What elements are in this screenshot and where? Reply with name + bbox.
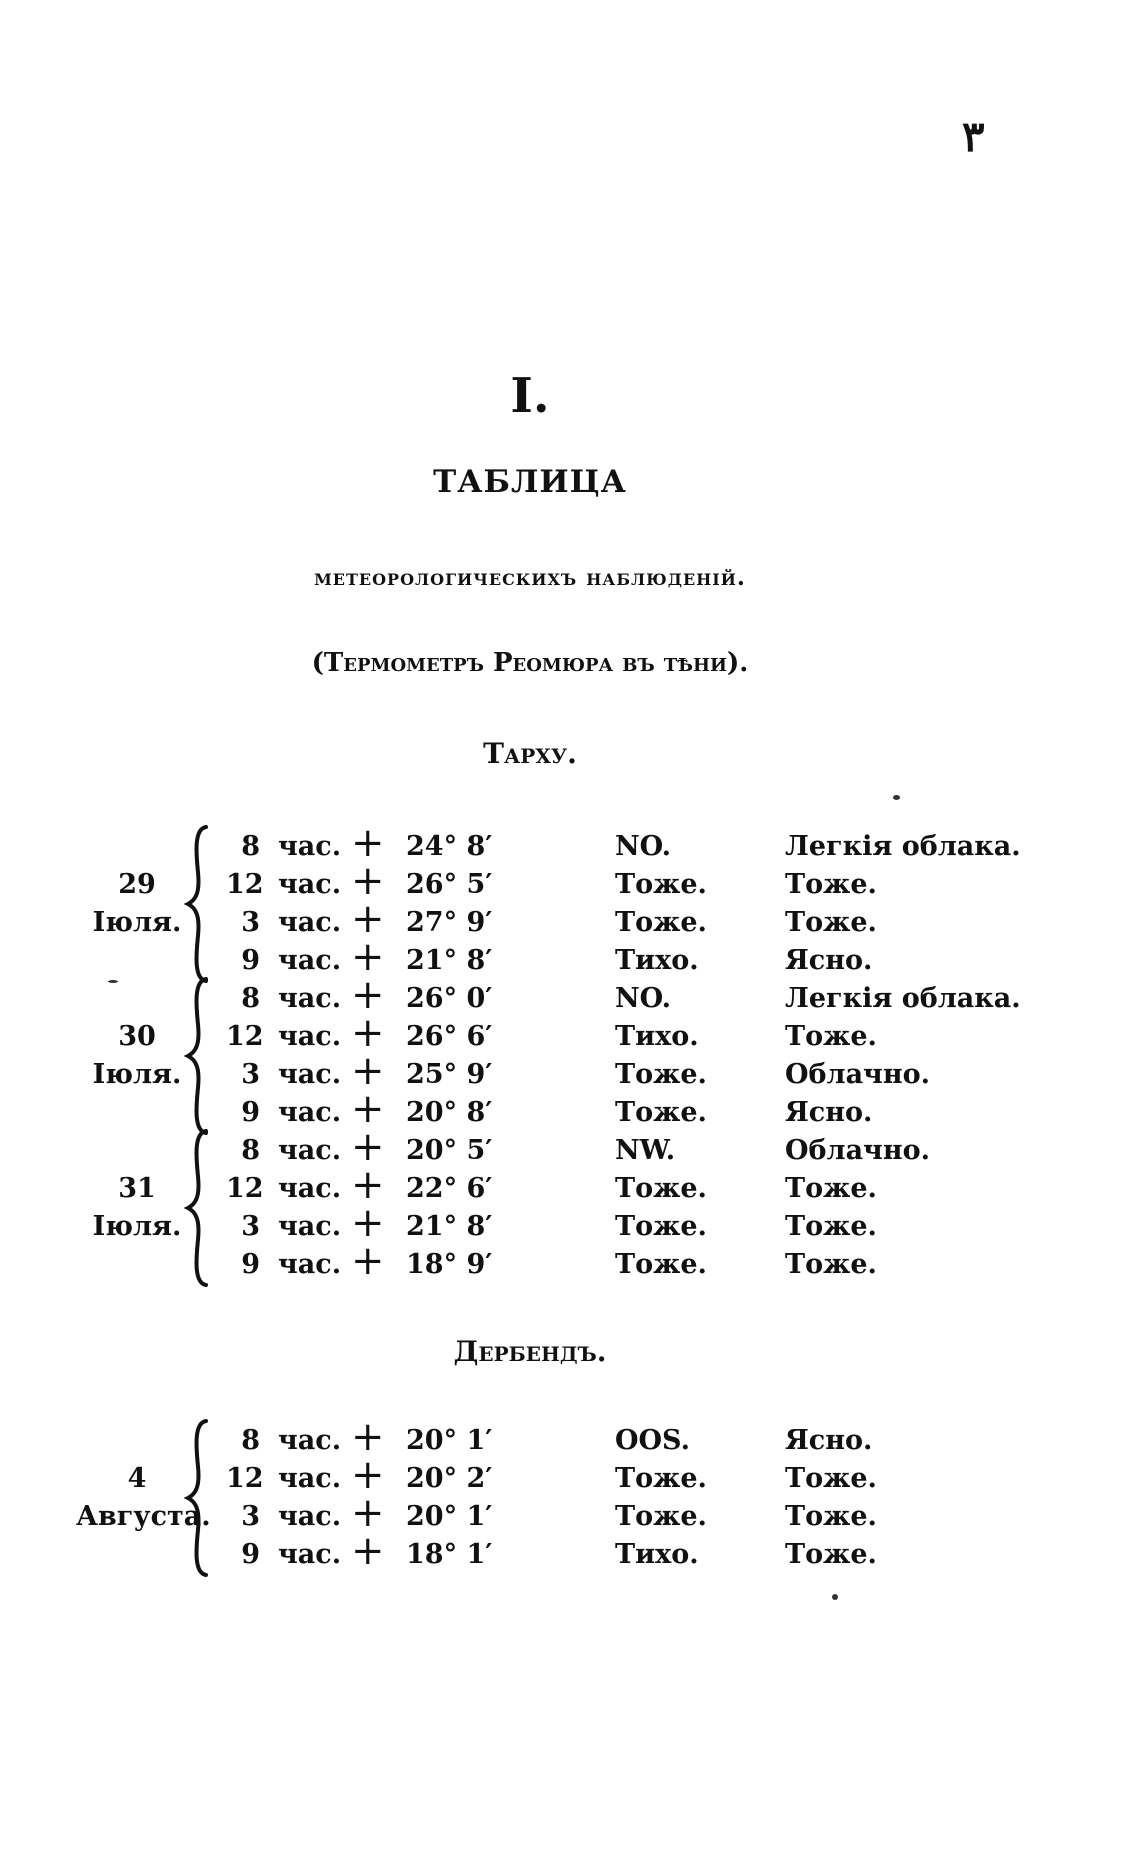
cell-hour: 3 bbox=[241, 1211, 260, 1242]
table-row bbox=[0, 1048, 1140, 1094]
cell-plus: + bbox=[351, 1452, 385, 1498]
cell-plus: + bbox=[351, 972, 385, 1018]
cell-sky: Легкія облака. bbox=[785, 831, 1021, 862]
cell-plus: + bbox=[351, 896, 385, 942]
cell-hour: 12 bbox=[226, 869, 264, 900]
cell-temp: 21° 8′ bbox=[406, 945, 493, 976]
cell-wind: Тоже. bbox=[615, 1501, 707, 1532]
cell-sky: Тоже. bbox=[785, 1173, 877, 1204]
cell-hour: 8 bbox=[241, 983, 260, 1014]
table-row bbox=[0, 1490, 1140, 1536]
table-row bbox=[0, 972, 1140, 1018]
cell-sky: Тоже. bbox=[785, 1021, 877, 1052]
cell-hour: 8 bbox=[241, 1425, 260, 1456]
cell-hour: 12 bbox=[226, 1463, 264, 1494]
cell-wind: Тоже. bbox=[615, 1463, 707, 1494]
cell-plus: + bbox=[351, 1162, 385, 1208]
cell-plus: + bbox=[351, 1490, 385, 1536]
cell-hour: 8 bbox=[241, 1135, 260, 1166]
cell-unit: час. bbox=[278, 983, 342, 1014]
cell-unit: час. bbox=[278, 945, 342, 976]
table-row bbox=[0, 934, 1140, 980]
cell-plus: + bbox=[351, 1048, 385, 1094]
cell-sky: Тоже. bbox=[785, 869, 877, 900]
table-row bbox=[0, 1414, 1140, 1460]
cell-wind: Тоже. bbox=[615, 907, 707, 938]
cell-temp: 24° 8′ bbox=[406, 831, 493, 862]
cell-unit: час. bbox=[278, 1463, 342, 1494]
cell-sky: Ясно. bbox=[785, 1425, 873, 1456]
cell-wind: Тоже. bbox=[615, 1173, 707, 1204]
cell-plus: + bbox=[351, 820, 385, 866]
table-row bbox=[0, 1010, 1140, 1056]
cell-plus: + bbox=[351, 858, 385, 904]
cell-sky: Ясно. bbox=[785, 945, 873, 976]
cell-unit: час. bbox=[278, 1097, 342, 1128]
cell-hour: 9 bbox=[241, 1249, 260, 1280]
section-numeral: I. bbox=[510, 368, 550, 424]
cell-plus: + bbox=[351, 1414, 385, 1460]
cell-temp: 18° 9′ bbox=[406, 1249, 493, 1280]
page-subtitle: метеорологическихъ наблюденій. bbox=[314, 564, 746, 591]
day-month: Августа. bbox=[76, 1501, 211, 1532]
cell-wind: Тихо. bbox=[615, 945, 699, 976]
cell-hour: 3 bbox=[241, 1059, 260, 1090]
table-row bbox=[0, 1162, 1140, 1208]
cell-wind: Тоже. bbox=[615, 869, 707, 900]
table-row bbox=[0, 1124, 1140, 1170]
cell-wind: Тоже. bbox=[615, 1249, 707, 1280]
cell-unit: час. bbox=[278, 1425, 342, 1456]
cell-unit: час. bbox=[278, 1249, 342, 1280]
cell-wind: Тоже. bbox=[615, 1211, 707, 1242]
day-month: Іюля. bbox=[92, 1211, 182, 1242]
cell-wind: Тихо. bbox=[615, 1021, 699, 1052]
table-row bbox=[0, 820, 1140, 866]
cell-temp: 20° 1′ bbox=[406, 1501, 493, 1532]
cell-plus: + bbox=[351, 1124, 385, 1170]
day-number: 31 bbox=[118, 1173, 156, 1204]
cell-plus: + bbox=[351, 1200, 385, 1246]
cell-sky: Легкія облака. bbox=[785, 983, 1021, 1014]
cell-temp: 26° 5′ bbox=[406, 869, 493, 900]
cell-temp: 26° 6′ bbox=[406, 1021, 493, 1052]
page-number: ٣ bbox=[962, 112, 985, 161]
cell-sky: Тоже. bbox=[785, 907, 877, 938]
section-title: Дербендъ. bbox=[453, 1335, 607, 1368]
cell-unit: час. bbox=[278, 869, 342, 900]
scan-speck bbox=[832, 1594, 838, 1600]
cell-hour: 3 bbox=[241, 907, 260, 938]
cell-hour: 9 bbox=[241, 945, 260, 976]
scan-speck bbox=[108, 980, 118, 983]
cell-unit: час. bbox=[278, 1211, 342, 1242]
cell-unit: час. bbox=[278, 1059, 342, 1090]
cell-wind: NO. bbox=[615, 983, 672, 1014]
cell-temp: 25° 9′ bbox=[406, 1059, 493, 1090]
cell-sky: Тоже. bbox=[785, 1463, 877, 1494]
cell-wind: Тоже. bbox=[615, 1059, 707, 1090]
day-month: Іюля. bbox=[92, 1059, 182, 1090]
scan-speck bbox=[893, 795, 900, 800]
table-row bbox=[0, 1452, 1140, 1498]
cell-hour: 12 bbox=[226, 1021, 264, 1052]
cell-temp: 20° 2′ bbox=[406, 1463, 493, 1494]
cell-wind: OOS. bbox=[615, 1425, 690, 1456]
day-number: 29 bbox=[118, 869, 156, 900]
cell-wind: Тоже. bbox=[615, 1097, 707, 1128]
table-row bbox=[0, 1238, 1140, 1284]
cell-hour: 8 bbox=[241, 831, 260, 862]
cell-plus: + bbox=[351, 1528, 385, 1574]
cell-hour: 3 bbox=[241, 1501, 260, 1532]
instrument-note: (Термометръ Реомюра въ тѣни). bbox=[311, 648, 749, 678]
cell-sky: Тоже. bbox=[785, 1249, 877, 1280]
cell-wind: Тихо. bbox=[615, 1539, 699, 1570]
cell-hour: 9 bbox=[241, 1539, 260, 1570]
cell-hour: 9 bbox=[241, 1097, 260, 1128]
table-row bbox=[0, 1086, 1140, 1132]
cell-temp: 18° 1′ bbox=[406, 1539, 493, 1570]
cell-wind: NO. bbox=[615, 831, 672, 862]
cell-temp: 20° 1′ bbox=[406, 1425, 493, 1456]
cell-unit: час. bbox=[278, 1539, 342, 1570]
cell-temp: 20° 5′ bbox=[406, 1135, 493, 1166]
cell-unit: час. bbox=[278, 1135, 342, 1166]
cell-sky: Ясно. bbox=[785, 1097, 873, 1128]
cell-temp: 22° 6′ bbox=[406, 1173, 493, 1204]
section-title: Тарху. bbox=[483, 737, 577, 770]
day-number: 30 bbox=[118, 1021, 156, 1052]
cell-unit: час. bbox=[278, 1173, 342, 1204]
table-row bbox=[0, 858, 1140, 904]
day-number: 4 bbox=[127, 1463, 147, 1494]
table-row bbox=[0, 896, 1140, 942]
cell-sky: Облачно. bbox=[785, 1135, 930, 1166]
cell-hour: 12 bbox=[226, 1173, 264, 1204]
cell-plus: + bbox=[351, 1010, 385, 1056]
cell-temp: 27° 9′ bbox=[406, 907, 493, 938]
table-row bbox=[0, 1200, 1140, 1246]
table-row bbox=[0, 1528, 1140, 1574]
cell-unit: час. bbox=[278, 907, 342, 938]
cell-temp: 26° 0′ bbox=[406, 983, 493, 1014]
cell-sky: Тоже. bbox=[785, 1539, 877, 1570]
page-title: ТАБЛИЦА bbox=[433, 464, 627, 500]
cell-plus: + bbox=[351, 1238, 385, 1284]
cell-sky: Облачно. bbox=[785, 1059, 930, 1090]
cell-sky: Тоже. bbox=[785, 1501, 877, 1532]
cell-wind: NW. bbox=[615, 1135, 676, 1166]
cell-unit: час. bbox=[278, 1501, 342, 1532]
cell-unit: час. bbox=[278, 1021, 342, 1052]
day-month: Іюля. bbox=[92, 907, 182, 938]
cell-temp: 21° 8′ bbox=[406, 1211, 493, 1242]
cell-unit: час. bbox=[278, 831, 342, 862]
cell-plus: + bbox=[351, 1086, 385, 1132]
cell-temp: 20° 8′ bbox=[406, 1097, 493, 1128]
cell-plus: + bbox=[351, 934, 385, 980]
cell-sky: Тоже. bbox=[785, 1211, 877, 1242]
